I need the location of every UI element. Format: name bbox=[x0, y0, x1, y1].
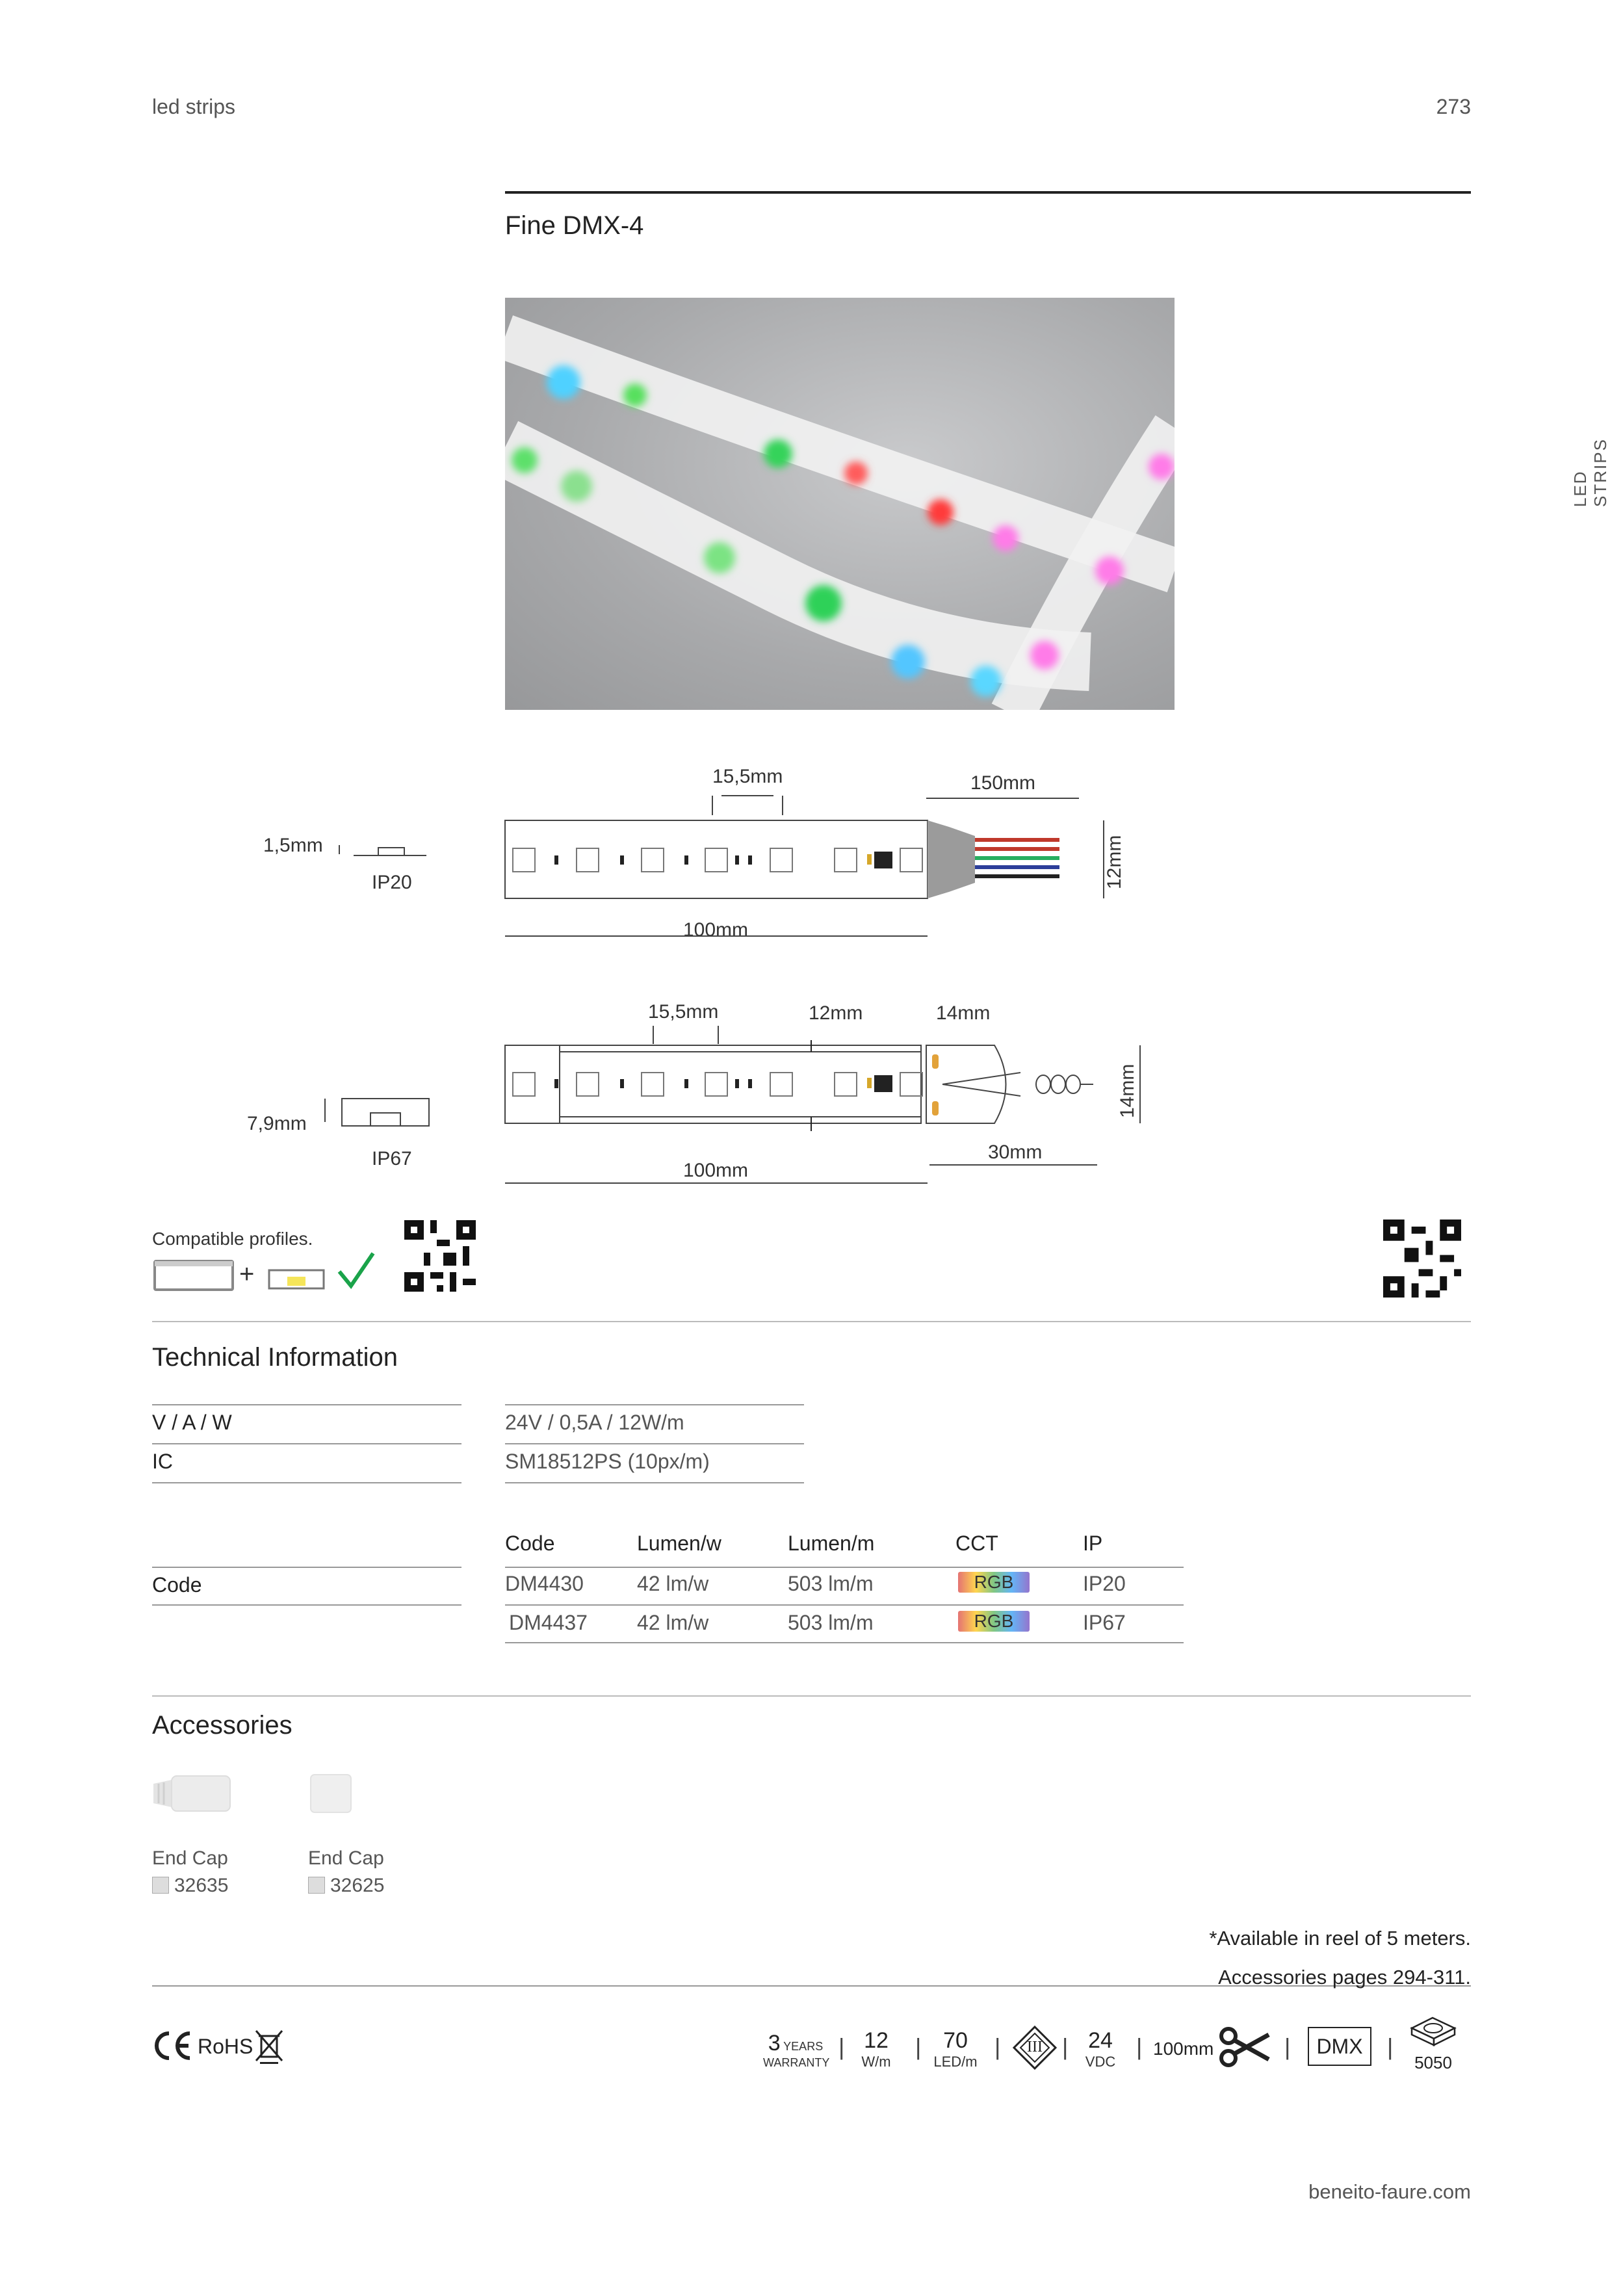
ip67-width-dim: 14mm bbox=[1117, 1063, 1138, 1118]
led-chip-icon bbox=[1407, 2015, 1460, 2049]
rohs-label: RoHS bbox=[198, 2035, 253, 2058]
tech-row-label bbox=[152, 1444, 461, 1483]
ip67-cut-dim: 100mm bbox=[683, 1160, 749, 1181]
chip-label: 5050 bbox=[1414, 2053, 1452, 2072]
end-cap-image bbox=[152, 1771, 237, 1816]
cct-badge bbox=[958, 1572, 1030, 1593]
page-number: 273 bbox=[1436, 95, 1471, 118]
warranty-value: 3 bbox=[768, 2031, 781, 2055]
profile-icon bbox=[152, 1256, 243, 1295]
cut-value: 100mm bbox=[1153, 2039, 1214, 2059]
tech-label: IC bbox=[152, 1450, 173, 1473]
class-value: III bbox=[1027, 2039, 1043, 2055]
cct-value: RGB bbox=[958, 1572, 1030, 1593]
tech-label: V / A / W bbox=[152, 1411, 232, 1434]
ip67-cable-dim: 30mm bbox=[988, 1141, 1043, 1163]
col-header: Lumen/w bbox=[637, 1532, 721, 1555]
warranty-unit: YEARS bbox=[783, 2040, 824, 2053]
end-cap-image bbox=[308, 1772, 354, 1815]
lumen-m-value: 503 lm/m bbox=[788, 1572, 874, 1595]
section-rule bbox=[152, 1695, 1471, 1697]
check-icon bbox=[335, 1249, 377, 1292]
ip-value: IP67 bbox=[1083, 1611, 1126, 1634]
voltage-unit: VDC bbox=[1085, 2054, 1116, 2070]
ip67-pitch-dim: 15,5mm bbox=[648, 1001, 719, 1023]
ip20-ip-label: IP20 bbox=[372, 872, 412, 893]
title-rule bbox=[505, 191, 1471, 194]
separator: | bbox=[1136, 2033, 1143, 2060]
class-badge bbox=[1011, 2024, 1058, 2071]
power-value: 12 bbox=[864, 2028, 889, 2053]
website-link[interactable]: beneito-faure.com bbox=[1308, 2180, 1471, 2203]
code-label: Code bbox=[152, 1573, 202, 1597]
side-label: LED STRIPS bbox=[1570, 438, 1610, 507]
ip67-thickness-dim: 7,9mm bbox=[247, 1113, 307, 1134]
separator: | bbox=[1387, 2033, 1394, 2060]
accessory-code: 32625 bbox=[330, 1875, 385, 1896]
code-rule bbox=[505, 1604, 1184, 1606]
code-rule bbox=[152, 1604, 461, 1606]
code-value: DM4430 bbox=[505, 1572, 584, 1595]
qr-code-icon[interactable] bbox=[404, 1220, 476, 1292]
tech-row-value bbox=[505, 1405, 804, 1444]
code-rule bbox=[152, 1567, 461, 1568]
ip-value: IP20 bbox=[1083, 1572, 1126, 1595]
ip67-strip-drawing bbox=[318, 1021, 1163, 1196]
ip20-cable-dim: 150mm bbox=[970, 772, 1036, 794]
product-title: Fine DMX-4 bbox=[505, 211, 644, 240]
cct-value: RGB bbox=[958, 1611, 1030, 1632]
qr-code-icon[interactable] bbox=[1383, 1220, 1461, 1298]
warranty-badge bbox=[763, 2031, 828, 2070]
tech-value: 24V / 0,5A / 12W/m bbox=[505, 1411, 684, 1434]
ip20-cut-dim: 100mm bbox=[683, 919, 749, 941]
ip20-strip-drawing bbox=[325, 787, 1170, 956]
voltage-value: 24 bbox=[1088, 2028, 1113, 2053]
dmx-badge: DMX bbox=[1308, 2027, 1371, 2066]
warranty-label: WARRANTY bbox=[763, 2056, 830, 2069]
swatch-icon bbox=[152, 1877, 169, 1894]
tech-value: SM18512PS (10px/m) bbox=[505, 1450, 710, 1473]
col-header: Code bbox=[505, 1532, 555, 1555]
accessory-name: End Cap bbox=[152, 1847, 228, 1869]
separator: | bbox=[994, 2033, 1001, 2060]
col-header: CCT bbox=[955, 1532, 998, 1555]
accessories-title: Accessories bbox=[152, 1711, 292, 1740]
col-header: IP bbox=[1083, 1532, 1103, 1555]
tech-row-label bbox=[152, 1405, 461, 1444]
section-rule bbox=[152, 1321, 1471, 1322]
code-value: DM4437 bbox=[509, 1611, 588, 1634]
power-unit: W/m bbox=[861, 2054, 891, 2070]
accessories-pages-note: Accessories pages 294-311. bbox=[1218, 1966, 1471, 1989]
leds-unit: LED/m bbox=[933, 2054, 978, 2070]
ip67-inner-width-dim: 12mm bbox=[809, 1002, 863, 1024]
technical-title: Technical Information bbox=[152, 1343, 398, 1372]
code-rule bbox=[505, 1642, 1184, 1643]
swatch-icon bbox=[308, 1877, 325, 1894]
leds-badge bbox=[931, 2028, 980, 2070]
strip-icon bbox=[268, 1268, 326, 1291]
separator: | bbox=[915, 2033, 922, 2060]
accessory-code-line bbox=[152, 1875, 228, 1897]
ce-mark-icon bbox=[152, 2031, 194, 2061]
ip20-pitch-dim: 15,5mm bbox=[712, 766, 783, 787]
code-rule bbox=[505, 1567, 1184, 1568]
leds-value: 70 bbox=[943, 2028, 968, 2053]
ip20-thickness-dim: 1,5mm bbox=[263, 835, 323, 856]
reel-note: *Available in reel of 5 meters. bbox=[1209, 1927, 1471, 1950]
weee-bin-icon bbox=[255, 2028, 283, 2065]
ip20-width-dim: 12mm bbox=[1104, 835, 1125, 889]
plus-sign: + bbox=[239, 1260, 255, 1288]
power-badge bbox=[855, 2028, 897, 2070]
col-header: Lumen/m bbox=[788, 1532, 875, 1555]
separator: | bbox=[1284, 2033, 1291, 2060]
ip67-ip-label: IP67 bbox=[372, 1148, 412, 1169]
section-label: led strips bbox=[152, 95, 236, 118]
led-strip-illustration bbox=[505, 298, 1175, 710]
cct-badge bbox=[958, 1611, 1030, 1632]
compatible-label: Compatible profiles. bbox=[152, 1229, 313, 1249]
lumen-m-value: 503 lm/m bbox=[788, 1611, 874, 1634]
separator: | bbox=[1062, 2033, 1069, 2060]
accessory-name: End Cap bbox=[308, 1847, 384, 1869]
voltage-badge bbox=[1079, 2028, 1122, 2070]
product-photo bbox=[505, 298, 1175, 710]
separator: | bbox=[838, 2033, 845, 2060]
accessory-code: 32635 bbox=[174, 1875, 229, 1896]
scissors-icon bbox=[1219, 2026, 1271, 2068]
ip67-connector-dim: 14mm bbox=[936, 1002, 991, 1024]
tech-row-value bbox=[505, 1444, 804, 1483]
lumen-w-value: 42 lm/w bbox=[637, 1611, 709, 1634]
lumen-w-value: 42 lm/w bbox=[637, 1572, 709, 1595]
accessory-code-line bbox=[308, 1875, 384, 1897]
